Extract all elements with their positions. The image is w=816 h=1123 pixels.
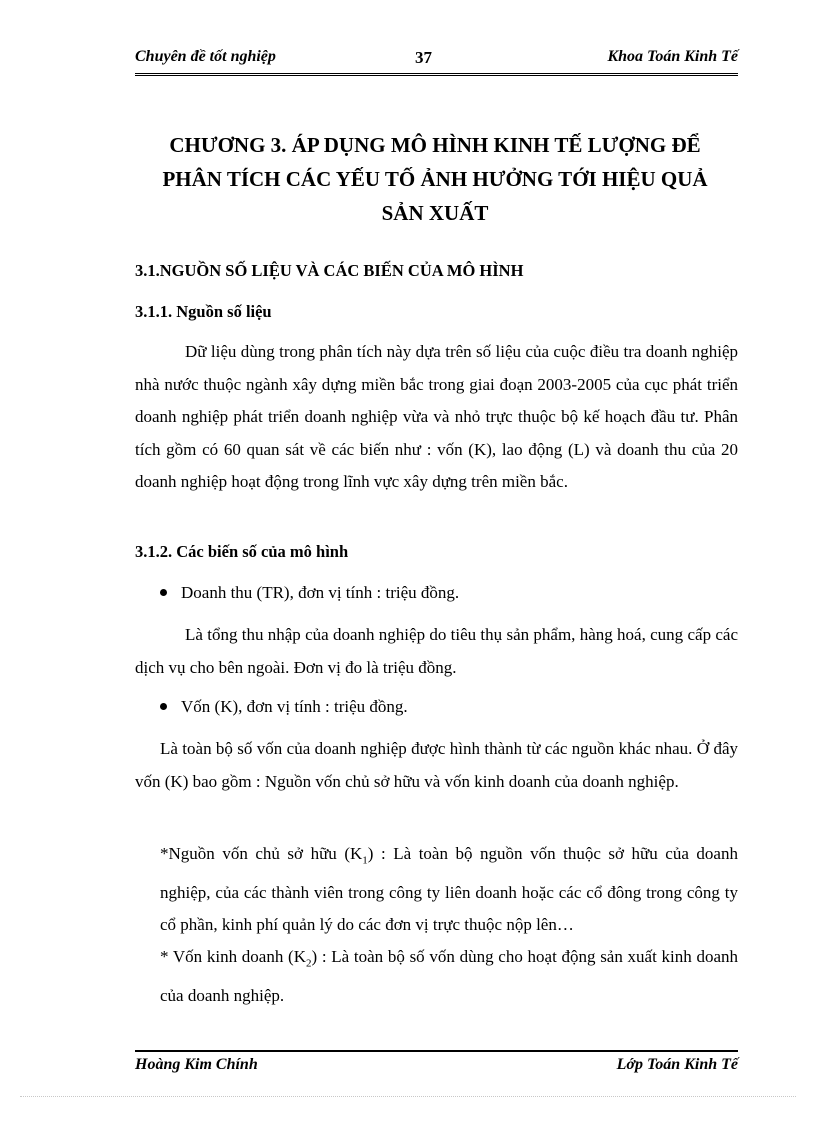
bullet-capital-text: Vốn (K), đơn vị tính : triệu đồng.: [181, 697, 408, 716]
section-heading-3-1: 3.1.NGUỒN SỐ LIỆU VÀ CÁC BIẾN CỦA MÔ HÌNH: [135, 261, 524, 280]
note-business-capital-subscript: 2: [305, 957, 312, 970]
page-header: [135, 48, 738, 72]
page-footer: [135, 1056, 738, 1078]
chapter-title-line2: PHÂN TÍCH CÁC YẾU TỐ ẢNH HƯỞNG TỚI HIỆU QUẢ: [162, 167, 708, 191]
chapter-title-line1: CHƯƠNG 3. ÁP DỤNG MÔ HÌNH KINH TẾ LƯỢNG ĐỂ: [169, 133, 701, 157]
page-edge-divider: [20, 1096, 796, 1097]
bullet-icon: [160, 703, 167, 710]
page-number: 37: [415, 48, 432, 67]
section-heading-3-1-1: 3.1.1. Nguồn số liệu: [135, 302, 272, 321]
note-business-capital-prefix: * Vốn kinh doanh (K: [160, 947, 306, 966]
note-owner-equity: [160, 838, 738, 942]
note-owner-equity-subscript: 1: [362, 854, 368, 867]
header-right: Khoa Toán Kinh Tế: [607, 48, 738, 65]
note-owner-equity-prefix: *Nguồn vốn chủ sở hữu (K: [160, 844, 363, 863]
paragraph-revenue: Là tổng thu nhập của doanh nghiệp do tiêu thụ sản phẩm, hàng hoá, cung cấp các dịch vụ cho bên ngoài. Đơn vị đo là triệu đồng.: [135, 625, 738, 677]
header-rule: [135, 73, 738, 76]
header-left: Chuyên đề tốt nghiệp: [135, 48, 276, 65]
chapter-title: [120, 128, 750, 230]
bullet-revenue-text: Doanh thu (TR), đơn vị tính : triệu đồng.: [181, 583, 460, 602]
footer-left: Hoàng Kim Chính: [135, 1056, 258, 1073]
note-owner-equity-text: ) : Là toàn bộ nguồn vốn thuộc sở hữu của doanh nghiệp, của các thành viên trong công ty liên doanh hoặc các cổ đông trong công ty cổ phần, kinh phí quản lý do các đơn vị trực thuộc nộp lên…: [160, 844, 738, 935]
paragraph-data-source: Dữ liệu dùng trong phân tích này dựa trên số liệu của cuộc điều tra doanh nghiệp nhà nước thuộc ngành xây dựng miền bắc trong giai đoạn 2003-2005 của cục phát triển doanh nghiệp phát triển doanh nghiệp vừa và nhỏ trực thuộc bộ kế hoạch đầu tư. Phân tích gồm có 60 quan sát về các biến như : vốn (K), lao động (L) và doanh thu của 20 doanh nghiệp hoạt động trong lĩnh vực xây dựng trên miền bắc.: [135, 342, 738, 491]
note-business-capital: [160, 941, 738, 1012]
paragraph-capital: Là toàn bộ số vốn của doanh nghiệp được hình thành từ các nguồn khác nhau. Ở đây vốn (K) bao gồm : Nguồn vốn chủ sở hữu và vốn kinh doanh của doanh nghiệp.: [135, 739, 738, 791]
bullet-icon: [160, 589, 167, 596]
bullet-capital: [160, 697, 408, 717]
bullet-revenue: [160, 583, 459, 603]
footer-right: Lớp Toán Kinh Tế: [616, 1056, 738, 1073]
note-business-capital-text: ) : Là toàn bộ số vốn dùng cho hoạt động sản xuất kinh doanh của doanh nghiệp.: [160, 947, 738, 1005]
chapter-title-line3: SẢN XUẤT: [381, 201, 489, 225]
footer-rule: [135, 1050, 738, 1052]
section-heading-3-1-2: 3.1.2. Các biến số của mô hình: [135, 542, 349, 561]
